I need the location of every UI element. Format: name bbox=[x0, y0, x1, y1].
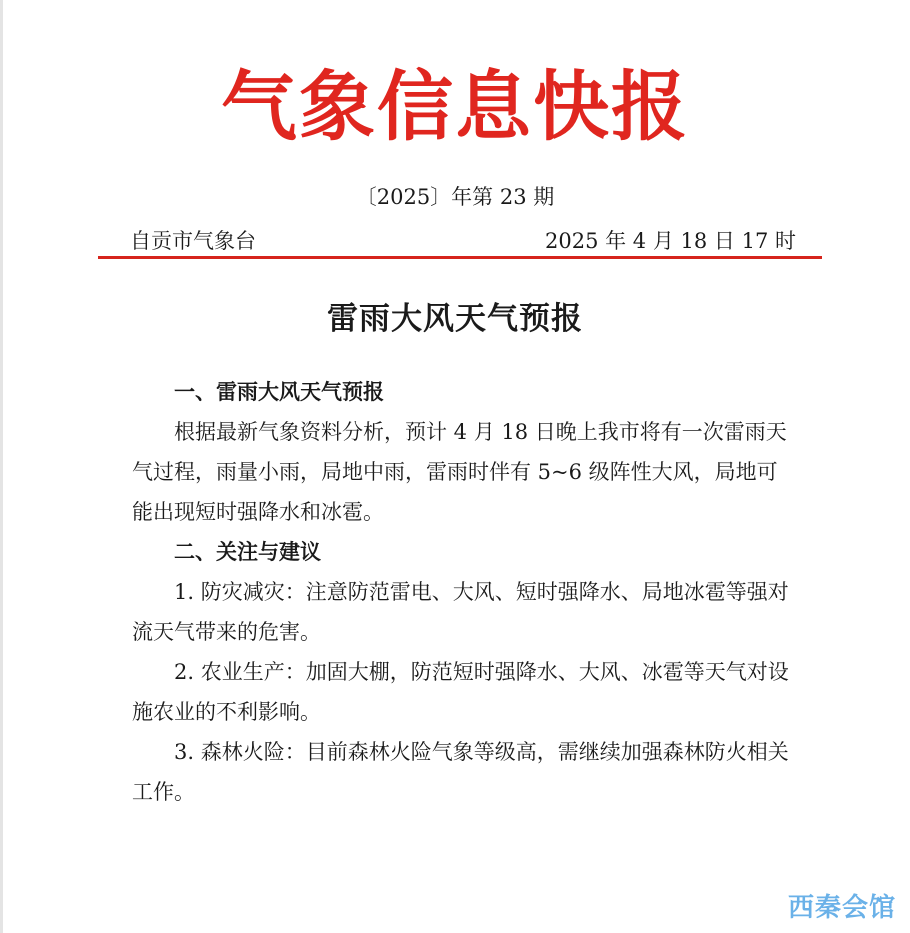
issue-number: 〔2025〕年第 23 期 bbox=[355, 185, 555, 209]
issuer-date-row bbox=[130, 226, 796, 256]
red-divider bbox=[98, 256, 822, 259]
watermark-logo: 西秦会馆 bbox=[787, 893, 896, 923]
masthead-title: 气象信息快报 bbox=[221, 62, 689, 151]
advice-item: 1. 防灾减灾：注意防范雷电、大风、短时强降水、局地冰雹等强对流天气带来的危害。 bbox=[132, 580, 789, 644]
section-heading: 一、雷雨大风天气预报 bbox=[174, 380, 384, 404]
issuer-name: 自贡市气象台 bbox=[130, 229, 256, 253]
section-heading: 二、关注与建议 bbox=[174, 540, 321, 564]
advice-item: 2. 农业生产：加固大棚，防范短时强降水、大风、冰雹等天气对设施农业的不利影响。 bbox=[132, 660, 789, 724]
advice-item: 3. 森林火险：目前森林火险气象等级高，需继续加强森林防火相关工作。 bbox=[132, 740, 789, 804]
issue-datetime: 2025 年 4 月 18 日 17 时 bbox=[545, 229, 796, 253]
document-body bbox=[132, 372, 792, 812]
forecast-paragraph: 根据最新气象资料分析，预计 4 月 18 日晚上我市将有一次雷雨天气过程，雨量小雨，局地中雨，雷雨时伴有 5~6 级阵性大风，局地可能出现短时强降水和冰雹。 bbox=[132, 420, 787, 524]
document-title: 雷雨大风天气预报 bbox=[327, 301, 583, 337]
